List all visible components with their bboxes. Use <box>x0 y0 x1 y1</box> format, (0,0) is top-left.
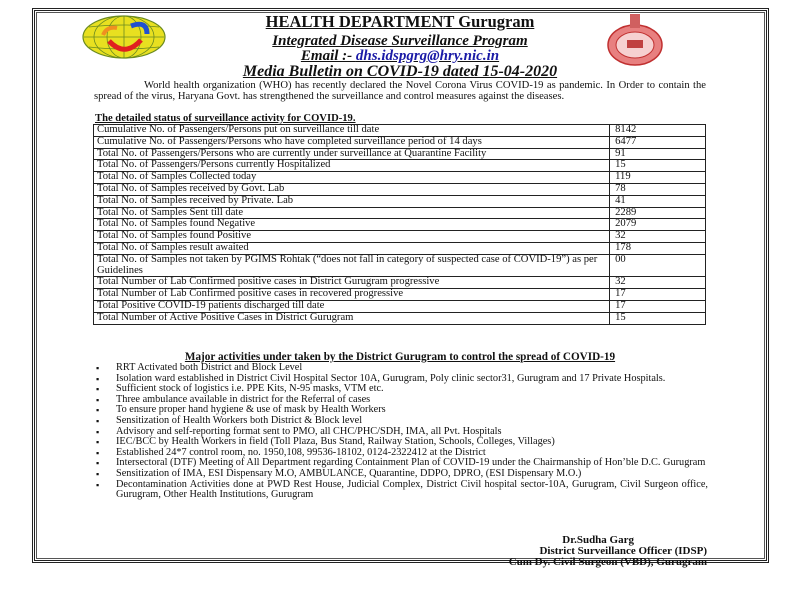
activity-text: RRT Activated both District and Block Level <box>116 362 303 373</box>
bullet-icon: ▪ <box>96 363 100 373</box>
row-label: Total Number of Lab Confirmed positive cases in recovered progressive <box>94 289 610 301</box>
bullet-icon: ▪ <box>96 458 100 469</box>
row-value: 00 <box>610 254 706 277</box>
row-value: 2079 <box>610 219 706 231</box>
table-row <box>94 289 706 301</box>
list-item <box>96 480 708 501</box>
row-label: Total No. of Passengers/Persons who are currently under surveillance at Quarantine Facility <box>94 148 610 160</box>
table-row <box>94 219 706 231</box>
row-label: Total No. of Samples not taken by PGIMS Rohtak (“does not fall in category of suspected case of COVID-19”) as per Guidelines <box>94 254 610 277</box>
bullet-icon: ▪ <box>96 468 100 479</box>
row-value: 91 <box>610 148 706 160</box>
row-label: Total Positive COVID-19 patients discharged till date <box>94 300 610 312</box>
bullet-icon: ▪ <box>96 479 100 490</box>
signatory-additional-designation: Cum Dy. Civil Surgeon (VBD), Gurugram <box>508 556 707 568</box>
table-row <box>94 125 706 137</box>
activity-text: Established 24*7 control room, no. 1950,108, 99536-18102, 0124-2322412 at the District <box>116 446 486 458</box>
activity-text: IEC/BCC by Health Workers in field (Toll Plaza, Bus Stand, Railway Station, Schools, Colleges, Villages) <box>116 436 555 448</box>
activity-text: Three ambulance available in district for the Referral of cases <box>116 393 371 405</box>
row-value: 17 <box>610 300 706 312</box>
email-label: Email :- <box>300 48 356 64</box>
row-label: Total No. of Samples received by Private. Lab <box>94 195 610 207</box>
intro-paragraph <box>94 80 706 103</box>
intro-text: World health organization (WHO) has recently declared the Novel Corona Virus COVID-19 as pandemic. In Order to contain the spread of the virus, Haryana Govt. has strengthened the surveillance and control measures against the diseases. <box>94 80 706 103</box>
activity-text: Sufficient stock of logistics i.e. PPE Kits, N-95 masks, VTM etc. <box>116 383 384 395</box>
bullet-icon: ▪ <box>96 415 100 426</box>
row-label: Total No. of Samples found Positive <box>94 231 610 243</box>
row-value: 2289 <box>610 207 706 219</box>
activity-text: To ensure proper hand hygiene & use of mask by Health Workers <box>116 404 386 416</box>
bullet-icon: ▪ <box>96 426 100 437</box>
program-title: Integrated Disease Surveillance Program <box>272 33 528 49</box>
row-label: Total No. of Passengers/Persons currently Hospitalized <box>94 160 610 172</box>
table-row <box>94 195 706 207</box>
row-value: 78 <box>610 183 706 195</box>
activities-list <box>96 363 708 501</box>
activity-text: Intersectoral (DTF) Meeting of All Department regarding Containment Plan of COVID-19 under the Chairmanship of Hon’ble D.C. Gurugram <box>116 457 706 469</box>
table-row <box>94 312 706 324</box>
bullet-icon: ▪ <box>96 384 100 395</box>
table-row <box>94 277 706 289</box>
table-row <box>94 136 706 148</box>
row-value: 15 <box>610 160 706 172</box>
row-value: 32 <box>610 277 706 289</box>
email-link[interactable]: dhs.idspgrg@hry.nic.in <box>355 48 500 64</box>
bullet-icon: ▪ <box>96 447 100 458</box>
row-label: Total No. of Samples received by Govt. Lab <box>94 183 610 195</box>
department-title: HEALTH DEPARTMENT Gurugram <box>265 12 535 31</box>
row-value: 6477 <box>610 136 706 148</box>
activity-text: Isolation ward established in District Civil Hospital Sector 10A, Gurugram, Poly clinic sector31, Gurugram and 17 Private Hospitals. <box>116 372 666 384</box>
row-value: 8142 <box>610 125 706 137</box>
table-row <box>94 242 706 254</box>
row-label: Total No. of Samples result awaited <box>94 242 610 254</box>
signatory-designation: District Surveillance Officer (IDSP) <box>539 545 707 557</box>
row-value: 17 <box>610 289 706 301</box>
table-row <box>94 254 706 277</box>
bullet-icon: ▪ <box>96 373 100 384</box>
table-row <box>94 160 706 172</box>
row-label: Total Number of Lab Confirmed positive cases in District Gurugram progressive <box>94 277 610 289</box>
row-label: Total No. of Samples Collected today <box>94 172 610 184</box>
table-row <box>94 207 706 219</box>
bullet-icon: ▪ <box>96 394 100 405</box>
table-row <box>94 172 706 184</box>
row-value: 178 <box>610 242 706 254</box>
signatory-name: Dr.Sudha Garg <box>562 534 634 546</box>
activity-text: Advisory and self-reporting format sent to PMO, all CHC/PHC/SDH, IMA, all Pvt. Hospitals <box>116 425 502 437</box>
table-row <box>94 300 706 312</box>
table-row <box>94 183 706 195</box>
surveillance-status-table <box>93 124 706 325</box>
bullet-icon: ▪ <box>96 405 100 416</box>
row-value: 119 <box>610 172 706 184</box>
bulletin-title: Media Bulletin on COVID-19 dated 15-04-2020 <box>242 63 558 80</box>
row-value: 41 <box>610 195 706 207</box>
activity-text: Sensitization of Health Workers both District & Block level <box>116 414 363 426</box>
table-row <box>94 231 706 243</box>
row-value: 15 <box>610 312 706 324</box>
table-row <box>94 148 706 160</box>
status-section-title: The detailed status of surveillance activity for COVID-19. <box>95 113 356 124</box>
activities-section-title: Major activities under taken by the District Gurugram to control the spread of COVID-19 <box>184 351 616 363</box>
row-label: Total No. of Samples found Negative <box>94 219 610 231</box>
row-label: Cumulative No. of Passengers/Persons put on surveillance till date <box>94 125 610 137</box>
activity-text: Sensitization of IMA, ESI Dispensary M.O, AMBULANCE, Quarantine, DDPO, DPRO, (ESI Dispensary M.O.) <box>116 467 582 479</box>
bullet-icon: ▪ <box>96 437 100 448</box>
row-label: Total No. of Samples Sent till date <box>94 207 610 219</box>
row-value: 32 <box>610 231 706 243</box>
activity-text: Decontamination Activities done at PWD Rest House, Judicial Complex, District Civil hospital sector-10A, Gurugram, Civil Surgeon office, Gurugram, Other Health Institutions, Gurugram <box>116 478 708 501</box>
row-label: Cumulative No. of Passengers/Persons who have completed surveillance period of 14 days <box>94 136 610 148</box>
row-label: Total Number of Active Positive Cases in District Gurugram <box>94 312 610 324</box>
